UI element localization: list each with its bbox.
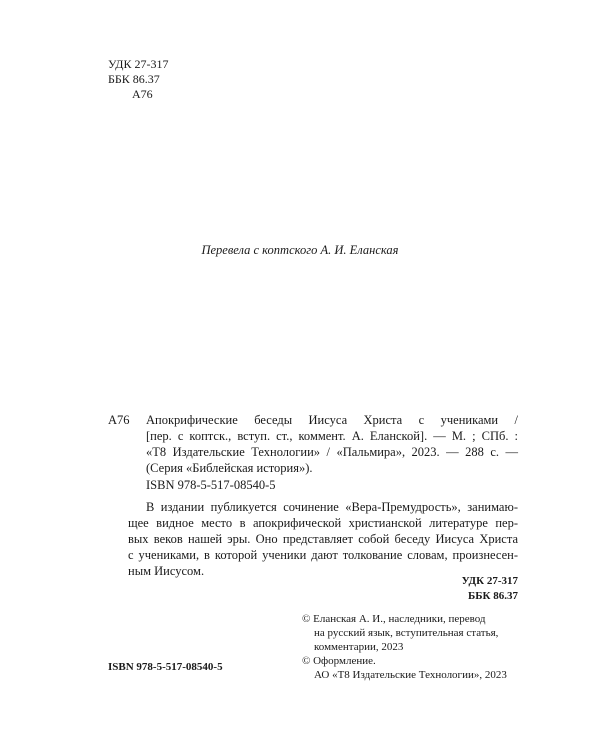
copyright-design-cont: АО «Т8 Издательские Технологии», 2023	[314, 669, 507, 681]
classification-codes	[108, 57, 168, 102]
record-line: Апокрифические беседы Иисуса Христа с учениками /	[146, 413, 518, 427]
record-line: «Т8 Издательские Технологии» / «Пальмира», 2023. — 288 с. —	[146, 445, 518, 459]
annotation-line: ным Иисусом.	[128, 564, 205, 578]
author-mark: А76	[132, 87, 153, 101]
annotation-line: В издании публикуется сочинение «Вера-Премудрость», занимаю-	[146, 500, 518, 514]
annotation-line: щее видное место в апокрифической христианской литературе пер-	[128, 516, 518, 530]
udk-code: УДК 27-317	[108, 57, 169, 71]
record-index: А76	[108, 413, 130, 427]
annotation-line: вых веков нашей эры. Оно представляет собой беседу Иисуса Христа	[128, 532, 518, 546]
copyright-translation-cont: на русский язык, вступительная статья,	[314, 627, 499, 639]
isbn-bottom: ISBN 978-5-517-08540-5	[108, 661, 223, 673]
translator-credit: Перевела с коптского А. И. Еланская	[201, 243, 399, 257]
record-line: [пер. с коптск., вступ. ст., коммент. А. Еланской]. — М. ; СПб. :	[146, 429, 518, 443]
annotation	[128, 499, 518, 579]
annotation-line: с учениками, в которой ученики дают толкование словам, произнесен-	[128, 548, 518, 562]
classification-codes-right	[440, 574, 518, 604]
record-isbn: ISBN 978-5-517-08540-5	[146, 478, 276, 492]
copyright-translation-cont: комментарии, 2023	[314, 641, 404, 653]
copyright-translation: © Еланская А. И., наследники, перевод	[302, 613, 486, 625]
bbk-code: ББК 86.37	[108, 72, 160, 86]
copyright-design: © Оформление.	[302, 655, 376, 667]
bbk-code-bold: ББК 86.37	[467, 590, 518, 602]
bibliographic-record	[108, 412, 518, 476]
udk-code-bold: УДК 27-317	[461, 575, 518, 587]
record-line: (Серия «Библейская история»).	[146, 461, 313, 475]
record-text	[146, 412, 518, 476]
copyright-block	[302, 612, 507, 682]
